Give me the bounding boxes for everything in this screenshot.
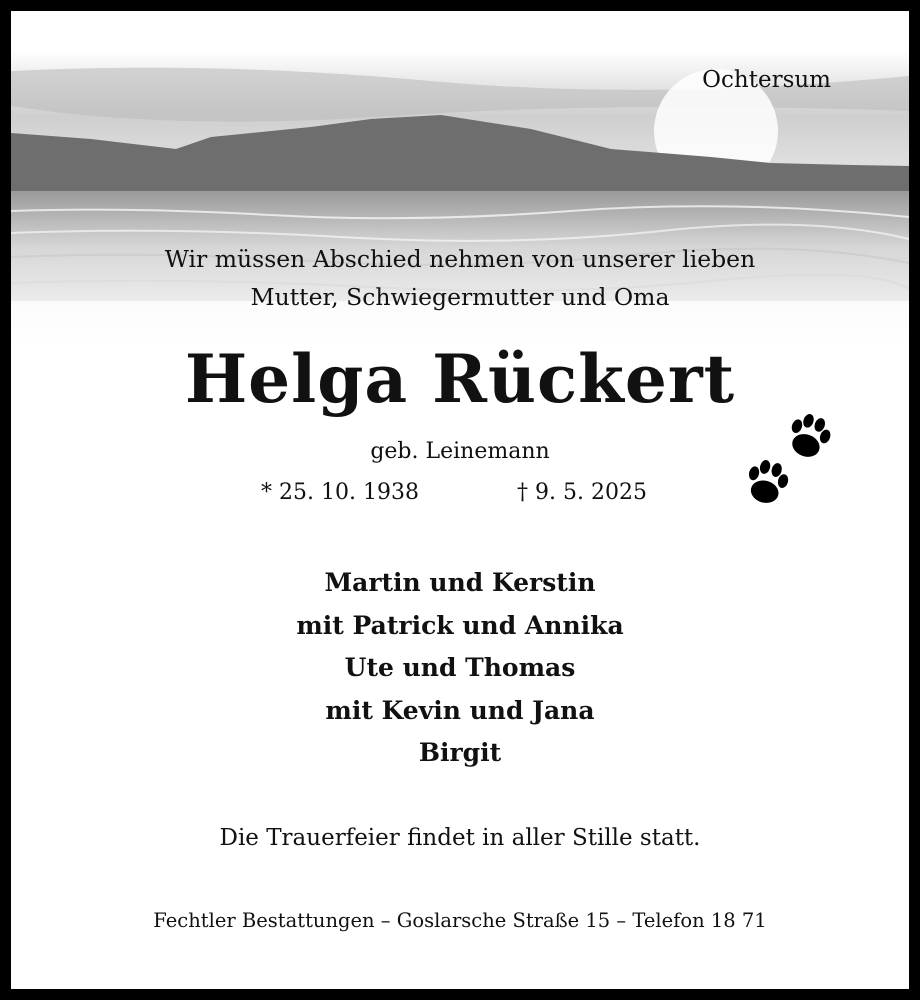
deceased-name: Helga Rückert xyxy=(184,340,736,418)
death-date: † 9. 5. 2025 xyxy=(517,480,647,505)
place-name: Ochtersum xyxy=(702,67,831,93)
funeral-home-footer: Fechtler Bestattungen – Goslarsche Straße 15 – Telefon 18 71 xyxy=(153,909,767,932)
family-line: Birgit xyxy=(418,738,502,767)
family-line: mit Kevin und Jana xyxy=(325,695,595,725)
birth-date: * 25. 10. 1938 xyxy=(261,480,419,505)
intro-line-1: Wir müssen Abschied nehmen von unserer lieben xyxy=(164,245,756,273)
family-line: mit Patrick und Annika xyxy=(296,610,624,640)
intro-text xyxy=(11,240,909,316)
maiden-name: geb. Leinemann xyxy=(370,439,550,464)
family-signatures xyxy=(11,562,909,775)
family-line: Martin und Kerstin xyxy=(324,568,596,597)
family-line: Ute und Thomas xyxy=(344,653,576,682)
funeral-notice: Die Trauerfeier findet in aller Stille statt. xyxy=(219,825,701,851)
paw-prints-icon xyxy=(731,401,841,516)
intro-line-2: Mutter, Schwiegermutter und Oma xyxy=(250,283,670,311)
